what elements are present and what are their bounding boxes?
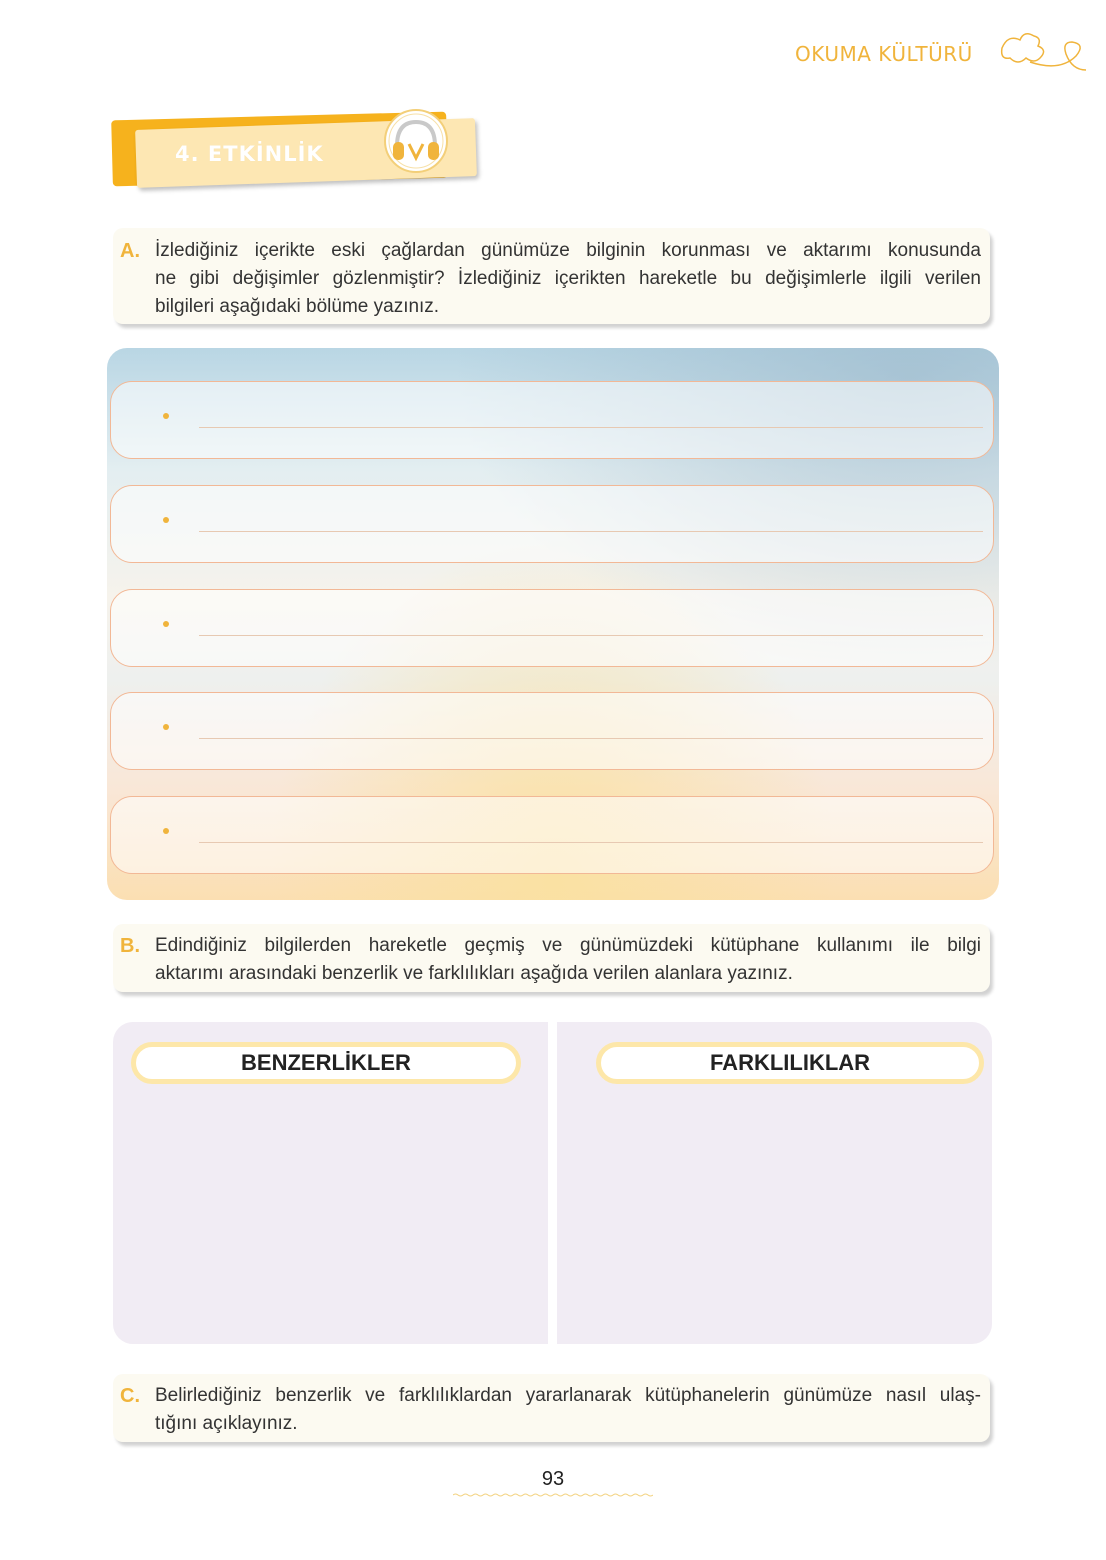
bullet-icon: [163, 517, 169, 523]
activity-title: 4. ETKİNLİK: [175, 142, 324, 166]
puzzle-swirl-icon: [990, 18, 1096, 84]
bullet-icon: [163, 828, 169, 834]
writing-line: [199, 427, 983, 428]
answer-row-3[interactable]: [110, 589, 994, 667]
differences-title: FARKLILIKLAR: [596, 1042, 984, 1084]
answer-row-4[interactable]: [110, 692, 994, 770]
headphones-icon: [383, 108, 449, 174]
question-a-text: İzlediğiniz içerikte eski çağlardan günümüze bilginin korunması ve aktarımı konusunda ne gibi değişimler gözlenmiştir? İzlediğiniz içerikten hareketle bu değişimlerle ilgili verilen bilgileri aşağıdaki bölüme yazınız.: [155, 240, 981, 317]
answer-row-2[interactable]: [110, 485, 994, 563]
answer-row-1[interactable]: [110, 381, 994, 459]
writing-line: [199, 738, 983, 739]
bullet-icon: [163, 724, 169, 730]
writing-line: [199, 635, 983, 636]
question-b-text: Edindiğiniz bilgilerden hareketle geçmiş ve günümüzdeki kütüphane kullanımı ile bilgi aktarımı arasındaki benzerlik ve farklılıkları aşağıda verilen alanlara yazınız.: [155, 935, 981, 984]
question-c-text: Belirlediğiniz benzerlik ve farklılıklardan yararlanarak kütüphanelerin günümüze nasıl ulaş- tığını açıklayınız.: [155, 1385, 981, 1434]
question-b-letter: B.: [120, 935, 140, 957]
footer-divider: [453, 1493, 653, 1497]
answer-row-5[interactable]: [110, 796, 994, 874]
bullet-icon: [163, 621, 169, 627]
writing-line: [199, 842, 983, 843]
page-number: 93: [541, 1468, 565, 1490]
question-a-letter: A.: [120, 240, 140, 262]
question-c-letter: C.: [120, 1385, 140, 1407]
writing-line: [199, 531, 983, 532]
section-title: OKUMA KÜLTÜRÜ: [795, 42, 973, 66]
similarities-title: BENZERLİKLER: [131, 1042, 521, 1084]
bullet-icon: [163, 413, 169, 419]
